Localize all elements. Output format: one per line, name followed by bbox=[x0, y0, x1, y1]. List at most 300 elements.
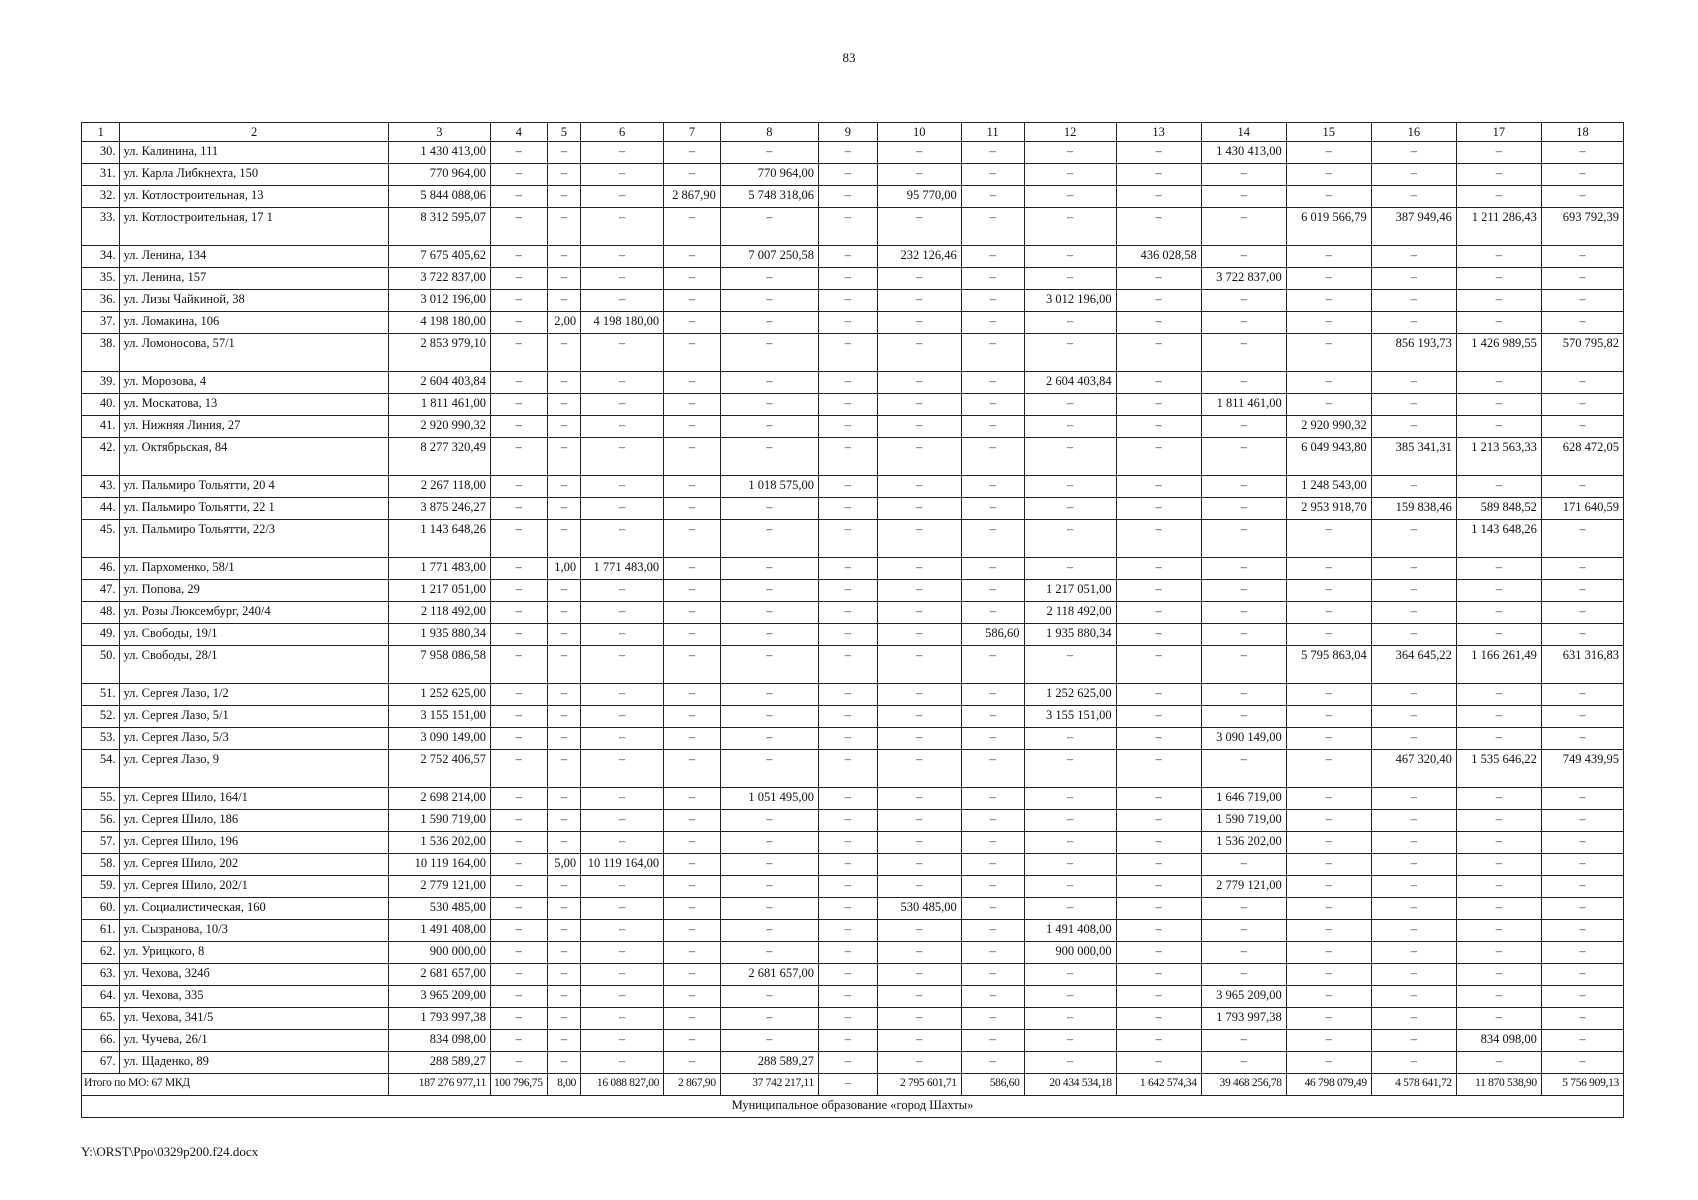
value-cell: – bbox=[547, 1030, 580, 1052]
address-cell: ул. Калинина, 111 bbox=[120, 142, 388, 164]
value-cell: – bbox=[1371, 706, 1456, 728]
value-cell: – bbox=[819, 142, 878, 164]
value-cell: 1 491 408,00 bbox=[1024, 920, 1116, 942]
table-row bbox=[82, 1052, 1624, 1074]
value-cell: – bbox=[581, 942, 664, 964]
value-cell: – bbox=[961, 942, 1024, 964]
value-cell: – bbox=[1286, 920, 1371, 942]
value-cell: – bbox=[819, 646, 878, 684]
column-header-7: 7 bbox=[664, 123, 721, 142]
value-cell: – bbox=[877, 728, 961, 750]
value-cell: – bbox=[819, 246, 878, 268]
address-cell: ул. Морозова, 4 bbox=[120, 372, 388, 394]
value-cell: – bbox=[1456, 372, 1541, 394]
value-cell: – bbox=[1024, 788, 1116, 810]
value-cell: – bbox=[961, 1052, 1024, 1074]
value-cell: 628 472,05 bbox=[1541, 438, 1623, 476]
value-cell: – bbox=[491, 684, 548, 706]
value-cell: – bbox=[1371, 1052, 1456, 1074]
total-value-cell: 4 578 641,72 bbox=[1371, 1074, 1456, 1096]
value-cell: 1 252 625,00 bbox=[1024, 684, 1116, 706]
row-number: 37. bbox=[82, 312, 120, 334]
address-cell: ул. Урицкого, 8 bbox=[120, 942, 388, 964]
value-cell: – bbox=[877, 854, 961, 876]
value-cell: – bbox=[491, 208, 548, 246]
value-cell: – bbox=[1541, 898, 1623, 920]
row-number: 40. bbox=[82, 394, 120, 416]
value-cell: – bbox=[1286, 312, 1371, 334]
table-row bbox=[82, 898, 1624, 920]
address-cell: ул. Сергея Лазо, 9 bbox=[120, 750, 388, 788]
value-cell: – bbox=[1286, 580, 1371, 602]
row-number: 39. bbox=[82, 372, 120, 394]
value-cell: – bbox=[491, 646, 548, 684]
total-value-cell: 5 756 909,13 bbox=[1541, 1074, 1623, 1096]
row-number: 57. bbox=[82, 832, 120, 854]
address-cell: ул. Попова, 29 bbox=[120, 580, 388, 602]
value-cell: – bbox=[1456, 476, 1541, 498]
value-cell: – bbox=[664, 964, 721, 986]
value-cell: – bbox=[581, 750, 664, 788]
value-cell: – bbox=[877, 520, 961, 558]
value-cell: – bbox=[581, 646, 664, 684]
value-cell: – bbox=[547, 164, 580, 186]
table-row bbox=[82, 1030, 1624, 1052]
value-cell: – bbox=[819, 334, 878, 372]
value-cell: – bbox=[1541, 986, 1623, 1008]
value-cell: 1 143 648,26 bbox=[1456, 520, 1541, 558]
table-row bbox=[82, 476, 1624, 498]
table-row bbox=[82, 142, 1624, 164]
value-cell: – bbox=[491, 942, 548, 964]
value-cell: – bbox=[1286, 898, 1371, 920]
value-cell: – bbox=[961, 706, 1024, 728]
row-number: 56. bbox=[82, 810, 120, 832]
value-cell: – bbox=[1024, 416, 1116, 438]
value-cell: – bbox=[1201, 290, 1286, 312]
value-cell: – bbox=[1541, 854, 1623, 876]
value-cell: – bbox=[1116, 208, 1201, 246]
address-cell: ул. Чехова, 324б bbox=[120, 964, 388, 986]
value-cell: 7 007 250,58 bbox=[720, 246, 818, 268]
value-cell: – bbox=[491, 186, 548, 208]
value-cell: – bbox=[877, 602, 961, 624]
value-cell: – bbox=[664, 438, 721, 476]
value-cell: – bbox=[581, 1052, 664, 1074]
value-cell: – bbox=[1116, 876, 1201, 898]
value-cell: – bbox=[1371, 416, 1456, 438]
value-cell: 3 012 196,00 bbox=[388, 290, 490, 312]
value-cell: – bbox=[819, 498, 878, 520]
value-cell: 10 119 164,00 bbox=[581, 854, 664, 876]
value-cell: – bbox=[547, 372, 580, 394]
value-cell: – bbox=[1541, 290, 1623, 312]
address-cell: ул. Пальмиро Тольятти, 22/3 bbox=[120, 520, 388, 558]
value-cell: 2 752 406,57 bbox=[388, 750, 490, 788]
value-cell: – bbox=[1116, 498, 1201, 520]
value-cell: – bbox=[819, 876, 878, 898]
value-cell: 6 019 566,79 bbox=[1286, 208, 1371, 246]
value-cell: 1 536 202,00 bbox=[388, 832, 490, 854]
value-cell: – bbox=[664, 372, 721, 394]
value-cell: 1 430 413,00 bbox=[1201, 142, 1286, 164]
value-cell: – bbox=[547, 186, 580, 208]
value-cell: – bbox=[877, 438, 961, 476]
value-cell: 693 792,39 bbox=[1541, 208, 1623, 246]
value-cell: – bbox=[1286, 520, 1371, 558]
column-header-11: 11 bbox=[961, 123, 1024, 142]
value-cell: – bbox=[720, 728, 818, 750]
value-cell: – bbox=[1116, 1008, 1201, 1030]
value-cell: – bbox=[664, 832, 721, 854]
value-cell: – bbox=[877, 476, 961, 498]
value-cell: – bbox=[1286, 624, 1371, 646]
value-cell: – bbox=[1456, 394, 1541, 416]
value-cell: – bbox=[581, 416, 664, 438]
value-cell: – bbox=[581, 438, 664, 476]
value-cell: – bbox=[1541, 920, 1623, 942]
value-cell: – bbox=[664, 728, 721, 750]
address-cell: ул. Октябрьская, 84 bbox=[120, 438, 388, 476]
value-cell: – bbox=[819, 1052, 878, 1074]
value-cell: – bbox=[1371, 964, 1456, 986]
value-cell: – bbox=[1116, 750, 1201, 788]
row-number: 64. bbox=[82, 986, 120, 1008]
value-cell: – bbox=[664, 416, 721, 438]
value-cell: – bbox=[1371, 558, 1456, 580]
value-cell: – bbox=[877, 1030, 961, 1052]
value-cell: – bbox=[1286, 372, 1371, 394]
value-cell: – bbox=[1024, 498, 1116, 520]
column-header-5: 5 bbox=[547, 123, 580, 142]
value-cell: 1 935 880,34 bbox=[388, 624, 490, 646]
column-header-8: 8 bbox=[720, 123, 818, 142]
value-cell: – bbox=[1116, 854, 1201, 876]
table-row bbox=[82, 942, 1624, 964]
value-cell: – bbox=[819, 394, 878, 416]
value-cell: – bbox=[581, 832, 664, 854]
value-cell: – bbox=[961, 372, 1024, 394]
value-cell: – bbox=[1201, 942, 1286, 964]
value-cell: – bbox=[547, 1052, 580, 1074]
address-cell: ул. Сергея Шило, 196 bbox=[120, 832, 388, 854]
row-number: 31. bbox=[82, 164, 120, 186]
row-number: 50. bbox=[82, 646, 120, 684]
value-cell: – bbox=[877, 788, 961, 810]
value-cell: – bbox=[819, 416, 878, 438]
value-cell: – bbox=[581, 624, 664, 646]
value-cell: – bbox=[819, 438, 878, 476]
value-cell: – bbox=[1456, 602, 1541, 624]
value-cell: – bbox=[1024, 1008, 1116, 1030]
section-title: Муниципальное образование «город Шахты» bbox=[82, 1096, 1624, 1118]
value-cell: – bbox=[547, 920, 580, 942]
value-cell: – bbox=[1024, 728, 1116, 750]
value-cell: – bbox=[1024, 750, 1116, 788]
value-cell: – bbox=[720, 602, 818, 624]
value-cell: – bbox=[1456, 942, 1541, 964]
table-row bbox=[82, 788, 1624, 810]
value-cell: – bbox=[1541, 964, 1623, 986]
value-cell: – bbox=[1201, 1030, 1286, 1052]
value-cell: – bbox=[877, 372, 961, 394]
value-cell: – bbox=[1456, 624, 1541, 646]
column-header-2: 2 bbox=[120, 123, 388, 142]
value-cell: – bbox=[491, 312, 548, 334]
value-cell: – bbox=[819, 942, 878, 964]
value-cell: – bbox=[961, 1008, 1024, 1030]
value-cell: – bbox=[1024, 646, 1116, 684]
value-cell: – bbox=[961, 438, 1024, 476]
value-cell: – bbox=[1541, 394, 1623, 416]
value-cell: – bbox=[581, 876, 664, 898]
value-cell: 1 426 989,55 bbox=[1456, 334, 1541, 372]
total-value-cell: 37 742 217,11 bbox=[720, 1074, 818, 1096]
value-cell: – bbox=[1116, 1052, 1201, 1074]
value-cell: – bbox=[1286, 290, 1371, 312]
value-cell: – bbox=[1286, 876, 1371, 898]
table-row bbox=[82, 186, 1624, 208]
value-cell: 95 770,00 bbox=[877, 186, 961, 208]
value-cell: 770 964,00 bbox=[388, 164, 490, 186]
total-value-cell: 39 468 256,78 bbox=[1201, 1074, 1286, 1096]
value-cell: – bbox=[1541, 142, 1623, 164]
value-cell: – bbox=[1286, 164, 1371, 186]
value-cell: – bbox=[877, 312, 961, 334]
value-cell: – bbox=[664, 498, 721, 520]
table-row bbox=[82, 986, 1624, 1008]
table-row bbox=[82, 558, 1624, 580]
value-cell: 467 320,40 bbox=[1371, 750, 1456, 788]
value-cell: – bbox=[819, 750, 878, 788]
value-cell: – bbox=[1541, 728, 1623, 750]
table-body bbox=[82, 142, 1624, 1118]
row-number: 41. bbox=[82, 416, 120, 438]
row-number: 38. bbox=[82, 334, 120, 372]
table-row bbox=[82, 624, 1624, 646]
value-cell: – bbox=[877, 498, 961, 520]
value-cell: – bbox=[664, 580, 721, 602]
value-cell: – bbox=[491, 706, 548, 728]
value-cell: – bbox=[581, 164, 664, 186]
value-cell: – bbox=[1371, 810, 1456, 832]
value-cell: – bbox=[491, 1052, 548, 1074]
value-cell: – bbox=[1201, 684, 1286, 706]
value-cell: – bbox=[1286, 1008, 1371, 1030]
value-cell: – bbox=[961, 1030, 1024, 1052]
address-cell: ул. Чехова, 341/5 bbox=[120, 1008, 388, 1030]
value-cell: 364 645,22 bbox=[1371, 646, 1456, 684]
value-cell: – bbox=[1456, 788, 1541, 810]
value-cell: – bbox=[1286, 684, 1371, 706]
value-cell: – bbox=[720, 854, 818, 876]
column-header-17: 17 bbox=[1456, 123, 1541, 142]
value-cell: – bbox=[664, 920, 721, 942]
value-cell: 570 795,82 bbox=[1541, 334, 1623, 372]
value-cell: – bbox=[547, 706, 580, 728]
value-cell: – bbox=[720, 142, 818, 164]
value-cell: – bbox=[819, 684, 878, 706]
value-cell: 1 771 483,00 bbox=[581, 558, 664, 580]
value-cell: 2 853 979,10 bbox=[388, 334, 490, 372]
value-cell: – bbox=[961, 684, 1024, 706]
section-title-row bbox=[82, 1096, 1624, 1118]
value-cell: – bbox=[877, 624, 961, 646]
total-value-cell: 586,60 bbox=[961, 1074, 1024, 1096]
table-row bbox=[82, 684, 1624, 706]
value-cell: – bbox=[720, 580, 818, 602]
value-cell: – bbox=[1201, 372, 1286, 394]
total-value-cell: 11 870 538,90 bbox=[1456, 1074, 1541, 1096]
value-cell: 1 536 202,00 bbox=[1201, 832, 1286, 854]
total-label: Итого по МО: 67 МКД bbox=[82, 1074, 389, 1096]
row-number: 66. bbox=[82, 1030, 120, 1052]
value-cell: – bbox=[491, 750, 548, 788]
value-cell: – bbox=[1286, 394, 1371, 416]
value-cell: 2 681 657,00 bbox=[720, 964, 818, 986]
value-cell: 7 958 086,58 bbox=[388, 646, 490, 684]
column-header-12: 12 bbox=[1024, 123, 1116, 142]
value-cell: – bbox=[1116, 558, 1201, 580]
value-cell: 3 155 151,00 bbox=[388, 706, 490, 728]
value-cell: 3 155 151,00 bbox=[1024, 706, 1116, 728]
row-number: 63. bbox=[82, 964, 120, 986]
value-cell: – bbox=[491, 580, 548, 602]
value-cell: 2 604 403,84 bbox=[1024, 372, 1116, 394]
address-cell: ул. Пальмиро Тольятти, 22 1 bbox=[120, 498, 388, 520]
value-cell: – bbox=[1456, 964, 1541, 986]
value-cell: 1 213 563,33 bbox=[1456, 438, 1541, 476]
value-cell: – bbox=[1201, 498, 1286, 520]
value-cell: – bbox=[1024, 438, 1116, 476]
row-number: 36. bbox=[82, 290, 120, 312]
value-cell: – bbox=[1116, 920, 1201, 942]
value-cell: – bbox=[1286, 1030, 1371, 1052]
value-cell: 1 590 719,00 bbox=[1201, 810, 1286, 832]
row-number: 58. bbox=[82, 854, 120, 876]
value-cell: – bbox=[877, 416, 961, 438]
value-cell: 1 646 719,00 bbox=[1201, 788, 1286, 810]
value-cell: – bbox=[961, 290, 1024, 312]
value-cell: – bbox=[1286, 186, 1371, 208]
value-cell: – bbox=[877, 394, 961, 416]
value-cell: – bbox=[1201, 416, 1286, 438]
value-cell: 2 698 214,00 bbox=[388, 788, 490, 810]
value-cell: – bbox=[819, 558, 878, 580]
data-table-container bbox=[81, 122, 1624, 1118]
value-cell: – bbox=[491, 1008, 548, 1030]
value-cell: – bbox=[664, 810, 721, 832]
value-cell: – bbox=[877, 580, 961, 602]
value-cell: – bbox=[581, 580, 664, 602]
value-cell: – bbox=[1024, 832, 1116, 854]
value-cell: – bbox=[664, 394, 721, 416]
value-cell: – bbox=[1456, 876, 1541, 898]
value-cell: – bbox=[720, 810, 818, 832]
value-cell: – bbox=[1286, 788, 1371, 810]
page-number: 83 bbox=[842, 50, 856, 65]
value-cell: – bbox=[819, 788, 878, 810]
value-cell: – bbox=[819, 728, 878, 750]
value-cell: – bbox=[720, 334, 818, 372]
address-cell: ул. Котлостроительная, 13 bbox=[120, 186, 388, 208]
value-cell: – bbox=[491, 788, 548, 810]
value-cell: – bbox=[1456, 684, 1541, 706]
value-cell: – bbox=[819, 854, 878, 876]
table-row bbox=[82, 312, 1624, 334]
value-cell: – bbox=[491, 558, 548, 580]
value-cell: – bbox=[1541, 624, 1623, 646]
table-row bbox=[82, 372, 1624, 394]
value-cell: – bbox=[1541, 684, 1623, 706]
value-cell: – bbox=[1371, 268, 1456, 290]
value-cell: – bbox=[1371, 476, 1456, 498]
value-cell: – bbox=[819, 186, 878, 208]
value-cell: – bbox=[1201, 208, 1286, 246]
value-cell: – bbox=[547, 268, 580, 290]
value-cell: – bbox=[547, 580, 580, 602]
value-cell: – bbox=[547, 416, 580, 438]
value-cell: – bbox=[491, 290, 548, 312]
value-cell: – bbox=[581, 728, 664, 750]
value-cell: – bbox=[961, 476, 1024, 498]
value-cell: – bbox=[1286, 602, 1371, 624]
value-cell: – bbox=[1541, 580, 1623, 602]
value-cell: – bbox=[961, 520, 1024, 558]
value-cell: – bbox=[1286, 142, 1371, 164]
value-cell: 1 590 719,00 bbox=[388, 810, 490, 832]
address-cell: ул. Карла Либкнехта, 150 bbox=[120, 164, 388, 186]
value-cell: – bbox=[1201, 646, 1286, 684]
value-cell: – bbox=[819, 164, 878, 186]
value-cell: – bbox=[1286, 810, 1371, 832]
value-cell: 2 779 121,00 bbox=[388, 876, 490, 898]
data-table bbox=[81, 122, 1624, 1118]
row-number: 49. bbox=[82, 624, 120, 646]
value-cell: – bbox=[664, 706, 721, 728]
value-cell: – bbox=[1116, 942, 1201, 964]
value-cell: – bbox=[1371, 520, 1456, 558]
total-row bbox=[82, 1074, 1624, 1096]
value-cell: – bbox=[1456, 290, 1541, 312]
value-cell: – bbox=[1201, 312, 1286, 334]
value-cell: – bbox=[664, 334, 721, 372]
value-cell: – bbox=[720, 1030, 818, 1052]
value-cell: – bbox=[961, 334, 1024, 372]
value-cell: – bbox=[491, 520, 548, 558]
value-cell: 1 811 461,00 bbox=[388, 394, 490, 416]
value-cell: – bbox=[664, 854, 721, 876]
value-cell: 749 439,95 bbox=[1541, 750, 1623, 788]
value-cell: – bbox=[877, 142, 961, 164]
table-row bbox=[82, 750, 1624, 788]
value-cell: – bbox=[720, 372, 818, 394]
value-cell: – bbox=[1024, 164, 1116, 186]
total-value-cell: 46 798 079,49 bbox=[1286, 1074, 1371, 1096]
table-row bbox=[82, 416, 1624, 438]
value-cell: – bbox=[491, 394, 548, 416]
value-cell: – bbox=[1456, 898, 1541, 920]
value-cell: – bbox=[961, 246, 1024, 268]
value-cell: – bbox=[1201, 898, 1286, 920]
value-cell: – bbox=[547, 750, 580, 788]
value-cell: – bbox=[819, 268, 878, 290]
address-cell: ул. Сергея Лазо, 5/3 bbox=[120, 728, 388, 750]
value-cell: – bbox=[547, 394, 580, 416]
value-cell: – bbox=[720, 898, 818, 920]
value-cell: – bbox=[1201, 854, 1286, 876]
value-cell: 530 485,00 bbox=[388, 898, 490, 920]
